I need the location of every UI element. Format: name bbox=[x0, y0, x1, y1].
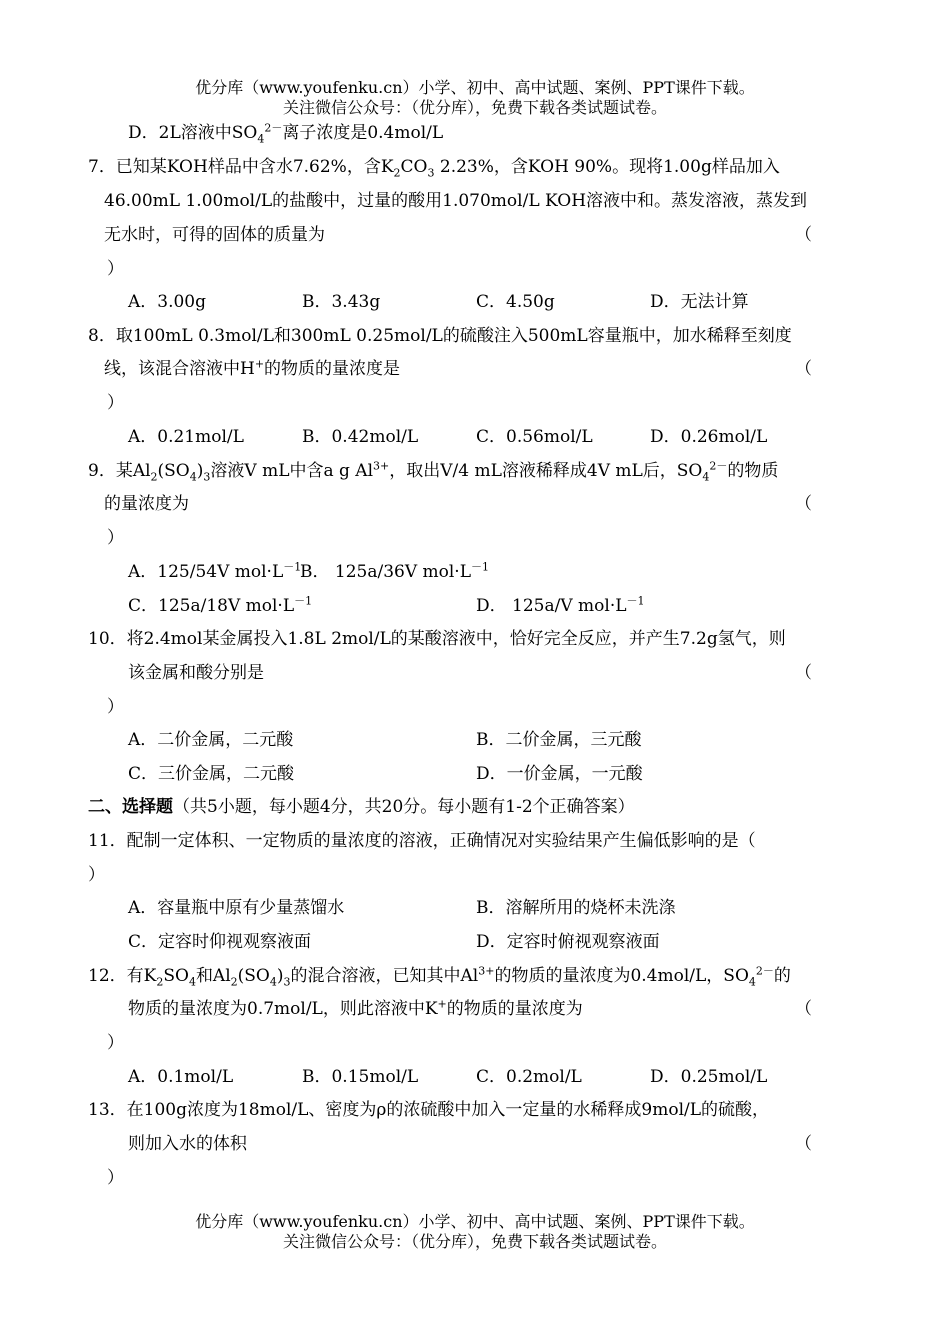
q6-option-d: D．2L溶液中$SO_4^{2-}$离子浓度是0.4mol/L bbox=[128, 121, 444, 146]
q11-option-d: D．定容时俯视观察液面 bbox=[476, 932, 660, 952]
header-line-2: 关注微信公众号：（优分库），免费下载各类试题试卷。 bbox=[282, 98, 667, 117]
q9-paren-close: ） bbox=[107, 528, 124, 548]
q8-option-b: B．0.42mol/L bbox=[302, 427, 419, 447]
q8-option-a: A．0.21mol/L bbox=[128, 427, 244, 447]
q10-option-d: D．一价金属，一元酸 bbox=[476, 764, 643, 784]
q8-line-2: 线，该混合溶液中H+的物质的量浓度是 bbox=[104, 357, 401, 379]
header-line-1: 优分库（www.youfenku.cn）小学、初中、高中试题、案例、PPT课件下载。 bbox=[195, 78, 755, 97]
footer-line-1: 优分库（www.youfenku.cn）小学、初中、高中试题、案例、PPT课件下载。 bbox=[195, 1212, 755, 1231]
q8-paren-open: （ bbox=[795, 359, 812, 379]
q7-option-d: D．无法计算 bbox=[650, 292, 749, 312]
q11-line-1: 11．配制一定体积、一定物质的量浓度的溶液，正确情况对实验结果产生偏低影响的是（ bbox=[88, 831, 756, 851]
q9-option-d: D． 125a/V $mol\cdot L^{-1}$ bbox=[476, 594, 645, 616]
q12-option-b: B．0.15mol/L bbox=[302, 1067, 419, 1087]
q9-option-a: A．125/54V $mol\cdot L^{-1}$ bbox=[128, 560, 302, 582]
q12-line-2: 物质的量浓度为0.7mol/L，则此溶液中K+的物质的量浓度为 bbox=[128, 997, 583, 1019]
q9-paren-open: （ bbox=[795, 494, 812, 514]
q9-option-b: B． 125a/36V $mol\cdot L^{-1}$ bbox=[300, 560, 490, 582]
q8-line-1: 8．取100mL 0.3mol/L和300mL 0.25mol/L的硫酸注入500mL容量瓶中，加水稀释至刻度 bbox=[88, 326, 792, 346]
q8-option-d: D．0.26mol/L bbox=[650, 427, 768, 447]
q7-line-3: 无水时，可得的固体的质量为 bbox=[104, 225, 325, 245]
q9-line-2: 的量浓度为 bbox=[104, 494, 189, 514]
q10-option-a: A．二价金属，二元酸 bbox=[128, 730, 294, 750]
q10-paren-close: ） bbox=[107, 697, 124, 717]
q8-option-c: C．0.56mol/L bbox=[476, 427, 593, 447]
footer-line-2: 关注微信公众号：（优分库），免费下载各类试题试卷。 bbox=[282, 1232, 667, 1251]
q11-option-a: A．容量瓶中原有少量蒸馏水 bbox=[128, 898, 345, 918]
q7-paren-open: （ bbox=[795, 225, 812, 245]
q12-paren-open: （ bbox=[795, 999, 812, 1019]
q7-line-2: 46.00mL 1.00mol/L的盐酸中，过量的酸用1.070mol/L KOH溶液中和。蒸发溶液，蒸发到 bbox=[104, 191, 808, 211]
q7-line-1: 7．已知某KOH样品中含水7.62%，含$K_2CO_3$ 2.23%，含KOH 90%。现将1.00g样品加入 bbox=[88, 157, 780, 180]
q12-paren-close: ） bbox=[107, 1033, 124, 1053]
q7-paren-close: ） bbox=[107, 259, 124, 279]
q13-line-1: 13．在100g浓度为18mol/L、密度为ρ的浓硫酸中加入一定量的水稀释成9mol/L的硫酸， bbox=[88, 1100, 770, 1120]
q11-option-c: C．定容时仰视观察液面 bbox=[128, 932, 312, 952]
q8-paren-close: ） bbox=[107, 393, 124, 413]
q7-option-a: A．3.00g bbox=[128, 292, 207, 312]
q12-line-1: 12．有$K_2SO_4$和$Al_2(SO_4)_3$的混合溶液，已知其中$Al^{3+}$的物质的量浓度为0.4mol/L，$SO_4^{2-}$的 bbox=[88, 964, 791, 989]
q10-option-b: B．二价金属，三元酸 bbox=[476, 730, 642, 750]
q12-option-a: A．0.1mol/L bbox=[128, 1067, 234, 1087]
q11-option-b: B．溶解所用的烧杯未洗涤 bbox=[476, 898, 676, 918]
q10-line-1: 10．将2.4mol某金属投入1.8L 2mol/L的某酸溶液中，恰好完全反应，并产生7.2g氢气，则 bbox=[88, 629, 786, 649]
q7-option-b: B．3.43g bbox=[302, 292, 381, 312]
q13-line-2: 则加入水的体积 bbox=[128, 1134, 247, 1154]
q11-paren-close: ） bbox=[88, 865, 105, 885]
q13-paren-close: ） bbox=[107, 1168, 124, 1188]
q10-paren-open: （ bbox=[795, 663, 812, 683]
section-2-heading: 二、选择题（共5小题，每小题4分，共20分。每小题有1-2个正确答案） bbox=[88, 797, 635, 817]
q12-option-d: D．0.25mol/L bbox=[650, 1067, 768, 1087]
q12-option-c: C．0.2mol/L bbox=[476, 1067, 582, 1087]
q13-paren-open: （ bbox=[795, 1134, 812, 1154]
q7-option-c: C．4.50g bbox=[476, 292, 555, 312]
q9-option-c: C．125a/18V $mol\cdot L^{-1}$ bbox=[128, 594, 313, 616]
q10-option-c: C．三价金属，二元酸 bbox=[128, 764, 295, 784]
q10-line-2: 该金属和酸分别是 bbox=[128, 663, 264, 683]
q9-line-1: 9．某$Al_2(SO_4)_3$溶液V mL中含a g $Al^{3+}$，取出V/4 mL溶液稀释成4V mL后，$SO_4^{2-}$的物质 bbox=[88, 459, 779, 484]
